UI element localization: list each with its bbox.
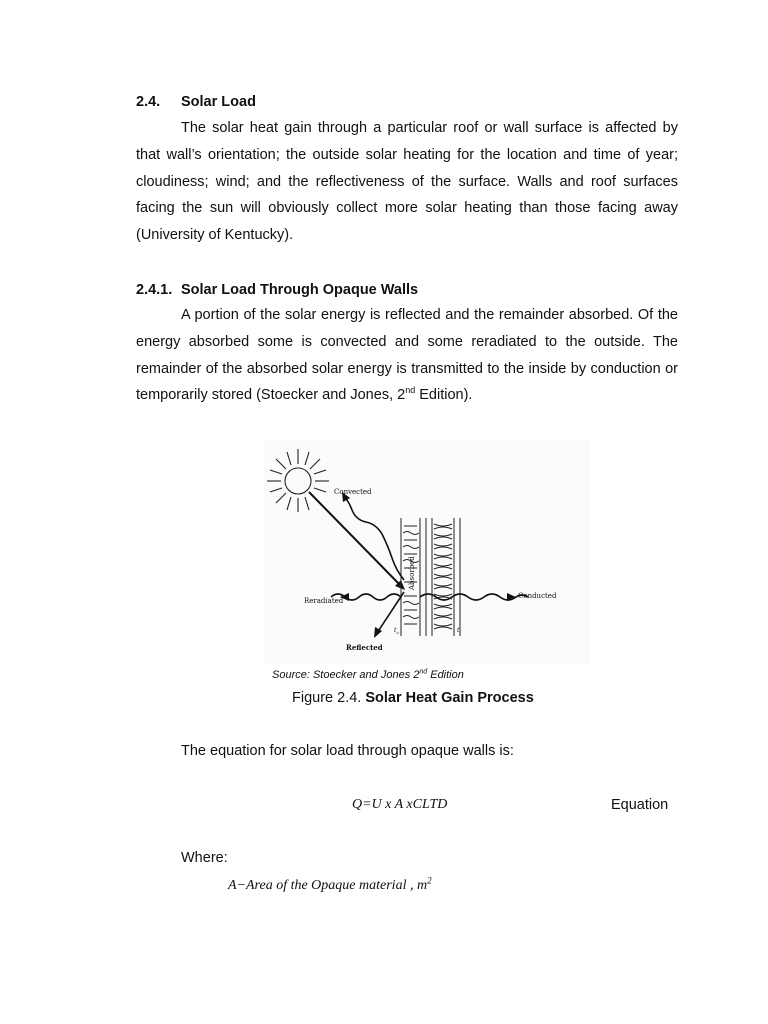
equation-formula: Q=U x A xCLTD [352,797,448,812]
reradiated-label: Reradiated [304,597,344,605]
section-paragraph [136,115,678,249]
where-label: Where: [181,850,228,866]
subsection-number: 2.4.1. [136,282,173,298]
conducted-label: Conducted [518,592,557,600]
inside-temp-label: $t_i$ [457,627,461,635]
reflected-label: Reflected [346,643,383,652]
section-heading [136,94,256,110]
equation-label: Equation [611,797,669,813]
subsection-paragraph [136,302,678,409]
subsection-title: Solar Load Through Opaque Walls [181,282,419,298]
figure-background [264,440,590,664]
convected-label: Convected [334,488,372,496]
figure-caption-prefix: Figure 2.4. [292,690,366,706]
subsection-body-superscript: nd [405,385,416,396]
subsection-body-text: A portion of the solar energy is reflected and the remainder absorbed. Of the energy absorbed some is convected and some reradiated to the outside. The remainder of the absorbed solar energy is transmitted to the inside by conduction or temporarily stored (Stoecker and Jones, 2 [136,307,678,404]
figure-caption [292,690,534,706]
figure-caption-title: Solar Heat Gain Process [365,690,534,706]
equation-intro: The equation for solar load through opaque walls is: [181,743,514,759]
variable-definition: A−Area of the Opaque material , $m^2$ [228,875,432,893]
solar-heat-gain-diagram [264,440,590,664]
subsection-heading [136,282,418,298]
outside-temp-label: $t_o$ [394,627,399,635]
section-body-text: The solar heat gain through a particular roof or wall surface is affected by that wall’s orientation; the outside solar heating for the location and time of year; cloudiness; wind; and the reflectiveness of the surface. Walls and roof surfaces facing the sun will obviously collect more solar heating than those facing away (University of Kentucky). [136,120,678,244]
section-title: Solar Load [181,94,256,110]
subsection-body-end: Edition). [415,387,473,404]
figure-source: Source: Stoecker and Jones 2nd Edition [272,668,464,681]
absorbed-label: Absorbed [408,556,416,590]
section-number: 2.4. [136,94,161,110]
